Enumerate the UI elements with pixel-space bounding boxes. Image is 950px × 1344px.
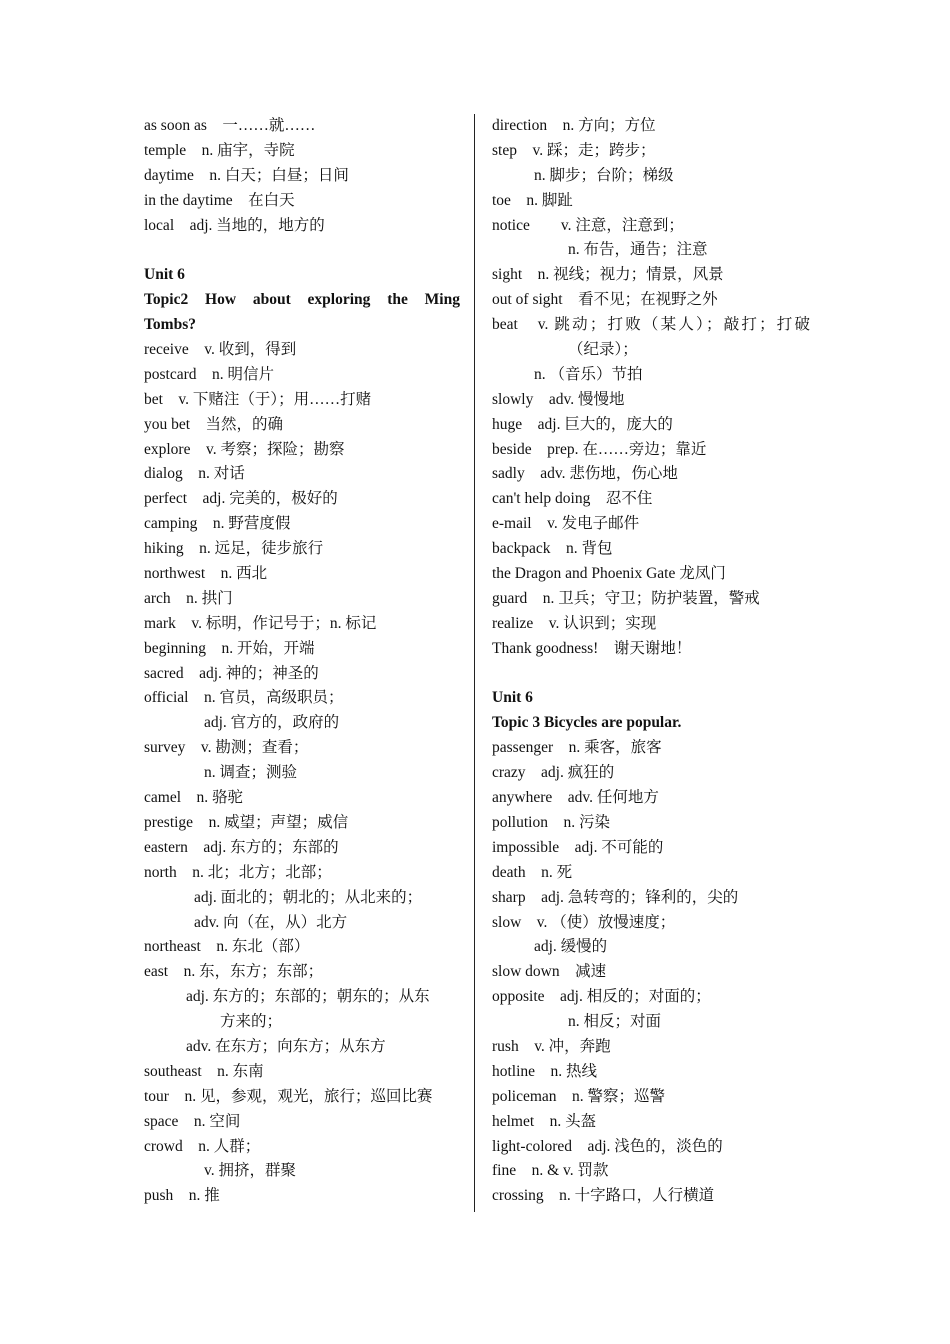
vocab-entry: sharp adj. 急转弯的；锋利的，尖的 <box>492 888 739 906</box>
vocab-entry: east n. 东，东方；东部； <box>144 963 324 981</box>
vocab-entry: light-colored adj. 浅色的，淡色的 <box>492 1137 723 1155</box>
vocab-entry: beat v. 跳动；打败（某人）；敲打；打破 <box>492 316 810 334</box>
vocab-entry: adj. 官方的，政府的 <box>204 714 340 732</box>
vocab-entry: v. 拥挤，群聚 <box>204 1162 296 1180</box>
section-heading: Unit 6 <box>492 689 533 707</box>
vocab-entry: sight n. 视线；视力；情景，风景 <box>492 266 724 284</box>
vocab-entry: n. 相反；对面 <box>568 1013 662 1031</box>
vocab-entry: temple n. 庙宇，寺院 <box>144 141 295 159</box>
vocab-entry: north n. 北；北方；北部； <box>144 863 332 881</box>
vocab-entry: camel n. 骆驼 <box>144 789 244 807</box>
vocab-entry: you bet 当然，的确 <box>144 415 284 433</box>
vocab-entry: toe n. 脚趾 <box>492 191 573 209</box>
blank-line <box>492 662 810 687</box>
vocab-entry: realize v. 认识到；实现 <box>492 614 657 632</box>
vocab-entry: adj. 面北的；朝北的；从北来的； <box>194 888 423 906</box>
vocab-entry: tour n. 见，参观，观光，旅行；巡回比赛 <box>144 1087 433 1105</box>
vocab-entry: adj. 缓慢的 <box>534 938 608 956</box>
vocab-entry: death n. 死 <box>492 863 573 881</box>
column-divider <box>474 114 475 1212</box>
vocab-entry: anywhere adv. 任何地方 <box>492 789 659 807</box>
vocab-entry: camping n. 野营度假 <box>144 515 291 533</box>
vocab-entry: local adj. 当地的，地方的 <box>144 216 325 234</box>
vocab-entry: adj. 东方的；东部的；朝东的；从东 <box>186 988 430 1006</box>
vocab-entry: arch n. 拱门 <box>144 589 233 607</box>
vocab-entry: eastern adj. 东方的；东部的 <box>144 838 339 856</box>
section-heading: Topic 3 Bicycles are popular. <box>492 714 682 732</box>
vocab-entry: hiking n. 远足，徒步旅行 <box>144 540 324 558</box>
vocab-entry: guard n. 卫兵；守卫；防护装置，警戒 <box>492 589 760 607</box>
blank-line <box>144 238 460 263</box>
vocab-entry: crowd n. 人群； <box>144 1137 261 1155</box>
vocab-entry: huge adj. 巨大的，庞大的 <box>492 415 673 433</box>
vocab-entry: official n. 官员，高级职员； <box>144 689 344 707</box>
vocab-entry: prestige n. 威望；声望；威信 <box>144 813 349 831</box>
vocab-entry: northwest n. 西北 <box>144 565 268 583</box>
vocab-entry: 方来的； <box>220 1013 283 1031</box>
vocab-entry: backpack n. 背包 <box>492 540 613 558</box>
vocab-entry: the Dragon and Phoenix Gate 龙凤门 <box>492 565 726 583</box>
vocab-entry: sadly adv. 悲伤地，伤心地 <box>492 465 678 483</box>
vocab-entry: beginning n. 开始，开端 <box>144 639 315 657</box>
vocab-entry: helmet n. 头盔 <box>492 1112 597 1130</box>
vocab-entry: e-mail v. 发电子邮件 <box>492 515 640 533</box>
vocab-entry: postcard n. 明信片 <box>144 365 275 383</box>
vocab-entry: daytime n. 白天；白昼；日间 <box>144 166 349 184</box>
vocab-entry: n. 脚步；台阶；梯级 <box>534 166 674 184</box>
vocab-entry: fine n. & v. 罚款 <box>492 1162 609 1180</box>
vocab-entry: beside prep. 在……旁边；靠近 <box>492 440 707 458</box>
vocab-entry: northeast n. 东北（部） <box>144 938 310 956</box>
vocab-entry: dialog n. 对话 <box>144 465 245 483</box>
vocab-entry: rush v. 冲，奔跑 <box>492 1037 611 1055</box>
vocab-entry: as soon as 一……就…… <box>144 117 316 134</box>
vocab-entry: slowly adv. 慢慢地 <box>492 390 625 408</box>
vocab-entry: impossible adj. 不可能的 <box>492 838 664 856</box>
vocab-entry: perfect adj. 完美的，极好的 <box>144 490 338 508</box>
vocab-entry: direction n. 方向；方位 <box>492 117 656 134</box>
vocab-entry: （纪录）； <box>568 341 638 359</box>
vocab-entry: hotline n. 热线 <box>492 1062 598 1080</box>
vocab-entry: can't help doing 忍不住 <box>492 490 653 508</box>
vocab-entry: out of sight 看不见；在视野之外 <box>492 291 718 309</box>
right-column <box>492 114 810 1209</box>
vocab-entry: policeman n. 警察；巡警 <box>492 1087 666 1105</box>
vocab-entry: in the daytime 在白天 <box>144 191 295 209</box>
vocab-entry: opposite adj. 相反的；对面的； <box>492 988 711 1006</box>
section-heading: Unit 6 <box>144 266 185 284</box>
section-heading: Topic2 How about exploring the Ming <box>144 291 460 309</box>
vocab-entry: sacred adj. 神的；神圣的 <box>144 664 319 682</box>
vocab-entry: southeast n. 东南 <box>144 1062 264 1080</box>
vocab-entry: bet v. 下赌注（于）；用……打赌 <box>144 390 372 408</box>
vocab-entry: push n. 推 <box>144 1187 220 1205</box>
vocab-entry: pollution n. 污染 <box>492 813 610 831</box>
vocab-entry: receive v. 收到，得到 <box>144 341 297 359</box>
vocab-entry: passenger n. 乘客，旅客 <box>492 739 662 757</box>
vocab-entry: Thank goodness! 谢天谢地！ <box>492 639 692 657</box>
vocab-entry: n. 布告，通告；注意 <box>568 241 708 259</box>
vocab-entry: crossing n. 十字路口，人行横道 <box>492 1187 715 1205</box>
vocab-entry: space n. 空间 <box>144 1112 241 1130</box>
vocab-entry: explore v. 考察；探险；勘察 <box>144 440 345 458</box>
vocab-entry: adv. 向（在，从）北方 <box>194 913 348 931</box>
section-heading: Tombs? <box>144 316 196 334</box>
vocab-entry: slow v. （使）放慢速度； <box>492 913 676 931</box>
vocab-entry: crazy adj. 疯狂的 <box>492 764 615 782</box>
vocab-entry: slow down 减速 <box>492 963 607 981</box>
left-column <box>144 114 460 1209</box>
vocab-entry: n. （音乐）节拍 <box>534 365 643 383</box>
vocab-entry: survey v. 勘测；查看； <box>144 739 309 757</box>
vocab-entry: adv. 在东方；向东方；从东方 <box>186 1037 386 1055</box>
vocab-entry: mark v. 标明，作记号于；n. 标记 <box>144 614 377 632</box>
vocab-entry: step v. 踩；走；跨步； <box>492 141 656 159</box>
vocab-entry: n. 调查；测验 <box>204 764 298 782</box>
vocab-entry: notice v. 注意，注意到； <box>492 216 684 234</box>
